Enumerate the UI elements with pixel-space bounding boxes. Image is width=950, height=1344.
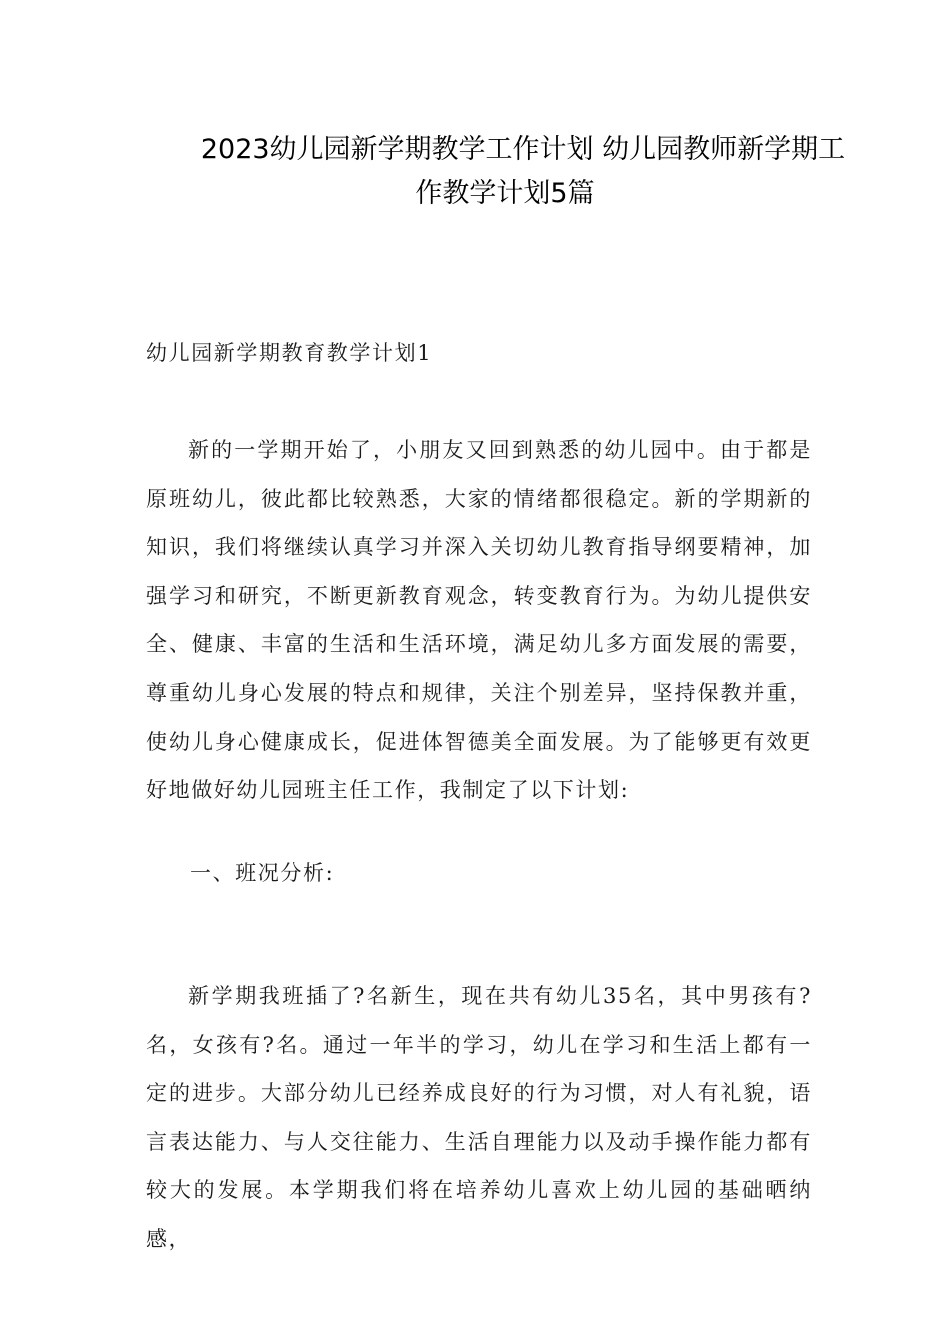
title-line-2: 作教学计划5篇 xyxy=(415,178,595,209)
document-title xyxy=(120,128,890,216)
section-heading-class-analysis: 一、班况分析: xyxy=(190,861,335,885)
plan-subheading: 幼儿园新学期教育教学计划1 xyxy=(146,341,433,365)
intro-paragraph: 新的一学期开始了，小朋友又回到熟悉的幼儿园中。由于都是原班幼儿，彼此都比较熟悉，大家的情绪都很稳定。新的学期新的知识，我们将继续认真学习并深入关切幼儿教育指导纲要精神，加强学习和研究，不断更新教育观念，转变教育行为。为幼儿提供安全、健康、丰富的生活和生活环境，满足幼儿多方面发展的需要，尊重幼儿身心发展的特点和规律，关注个别差异，坚持保教并重，使幼儿身心健康成长，促进体智德美全面发展。为了能够更有效更好地做好幼儿园班主任工作，我制定了以下计划: xyxy=(146,438,812,803)
class-analysis-paragraph: 新学期我班插了?名新生，现在共有幼儿35名，其中男孩有?名，女孩有?名。通过一年半的学习，幼儿在学习和生活上都有一定的进步。大部分幼儿已经养成良好的行为习惯，对人有礼貌，语言表达能力、与人交往能力、生活自理能力以及动手操作能力都有较大的发展。本学期我们将在培养幼儿喜欢上幼儿园的基础晒纳感， xyxy=(146,984,812,1251)
title-line-1: 2023幼儿园新学期教学工作计划 幼儿园教师新学期工 xyxy=(200,134,846,165)
